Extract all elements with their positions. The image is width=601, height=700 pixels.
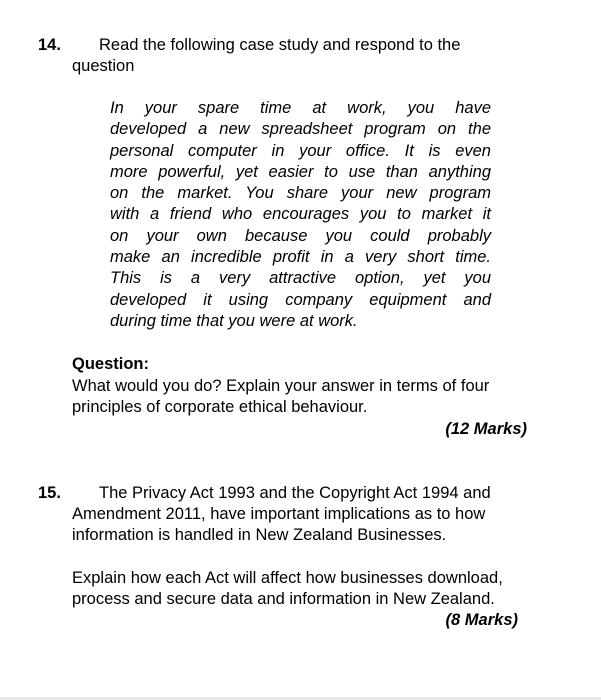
case-study-line: on your own because you could probably bbox=[110, 226, 491, 245]
question-number: 14. bbox=[38, 36, 61, 54]
case-study-line: personal computer in your office. It is even bbox=[110, 141, 491, 160]
case-study-line: developed it using company equipment and bbox=[110, 290, 491, 309]
question-text: The Privacy Act 1993 and the Copyright Act 1994 and bbox=[99, 484, 491, 502]
case-study-line: more powerful, yet easier to use than anything bbox=[110, 162, 491, 181]
case-study-line: In your spare time at work, you have bbox=[110, 99, 491, 117]
case-study-line: during time that you were at work. bbox=[110, 311, 358, 330]
case-study bbox=[110, 98, 491, 332]
question-instruction-continued: process and secure data and information in New Zealand. bbox=[72, 590, 495, 608]
case-study-line: make an incredible profit in a very short time. bbox=[110, 248, 491, 267]
case-study-line: This is a very attractive option, yet you bbox=[110, 269, 491, 288]
question-prompt: Read the following case study and respond to the bbox=[99, 36, 461, 54]
question-instruction: Explain how each Act will affect how businesses download, bbox=[72, 569, 503, 587]
question-prompt-continued: question bbox=[72, 57, 135, 75]
marks-label: (8 Marks) bbox=[445, 611, 518, 629]
case-study-line: with a friend who encourages you to market it bbox=[110, 205, 491, 224]
question-heading: Question: bbox=[72, 355, 149, 373]
marks-label: (12 Marks) bbox=[445, 420, 527, 438]
question-text: What would you do? Explain your answer in terms of four bbox=[72, 377, 490, 395]
case-study-line: developed a new spreadsheet program on the bbox=[110, 120, 491, 139]
question-text-continued: Amendment 2011, have important implications as to how bbox=[72, 505, 486, 523]
question-text-continued: information is handled in New Zealand Businesses. bbox=[72, 526, 447, 544]
case-study-line: on the market. You share your new program bbox=[110, 184, 491, 203]
question-text-continued: principles of corporate ethical behaviour. bbox=[72, 398, 368, 416]
question-number: 15. bbox=[38, 484, 61, 502]
